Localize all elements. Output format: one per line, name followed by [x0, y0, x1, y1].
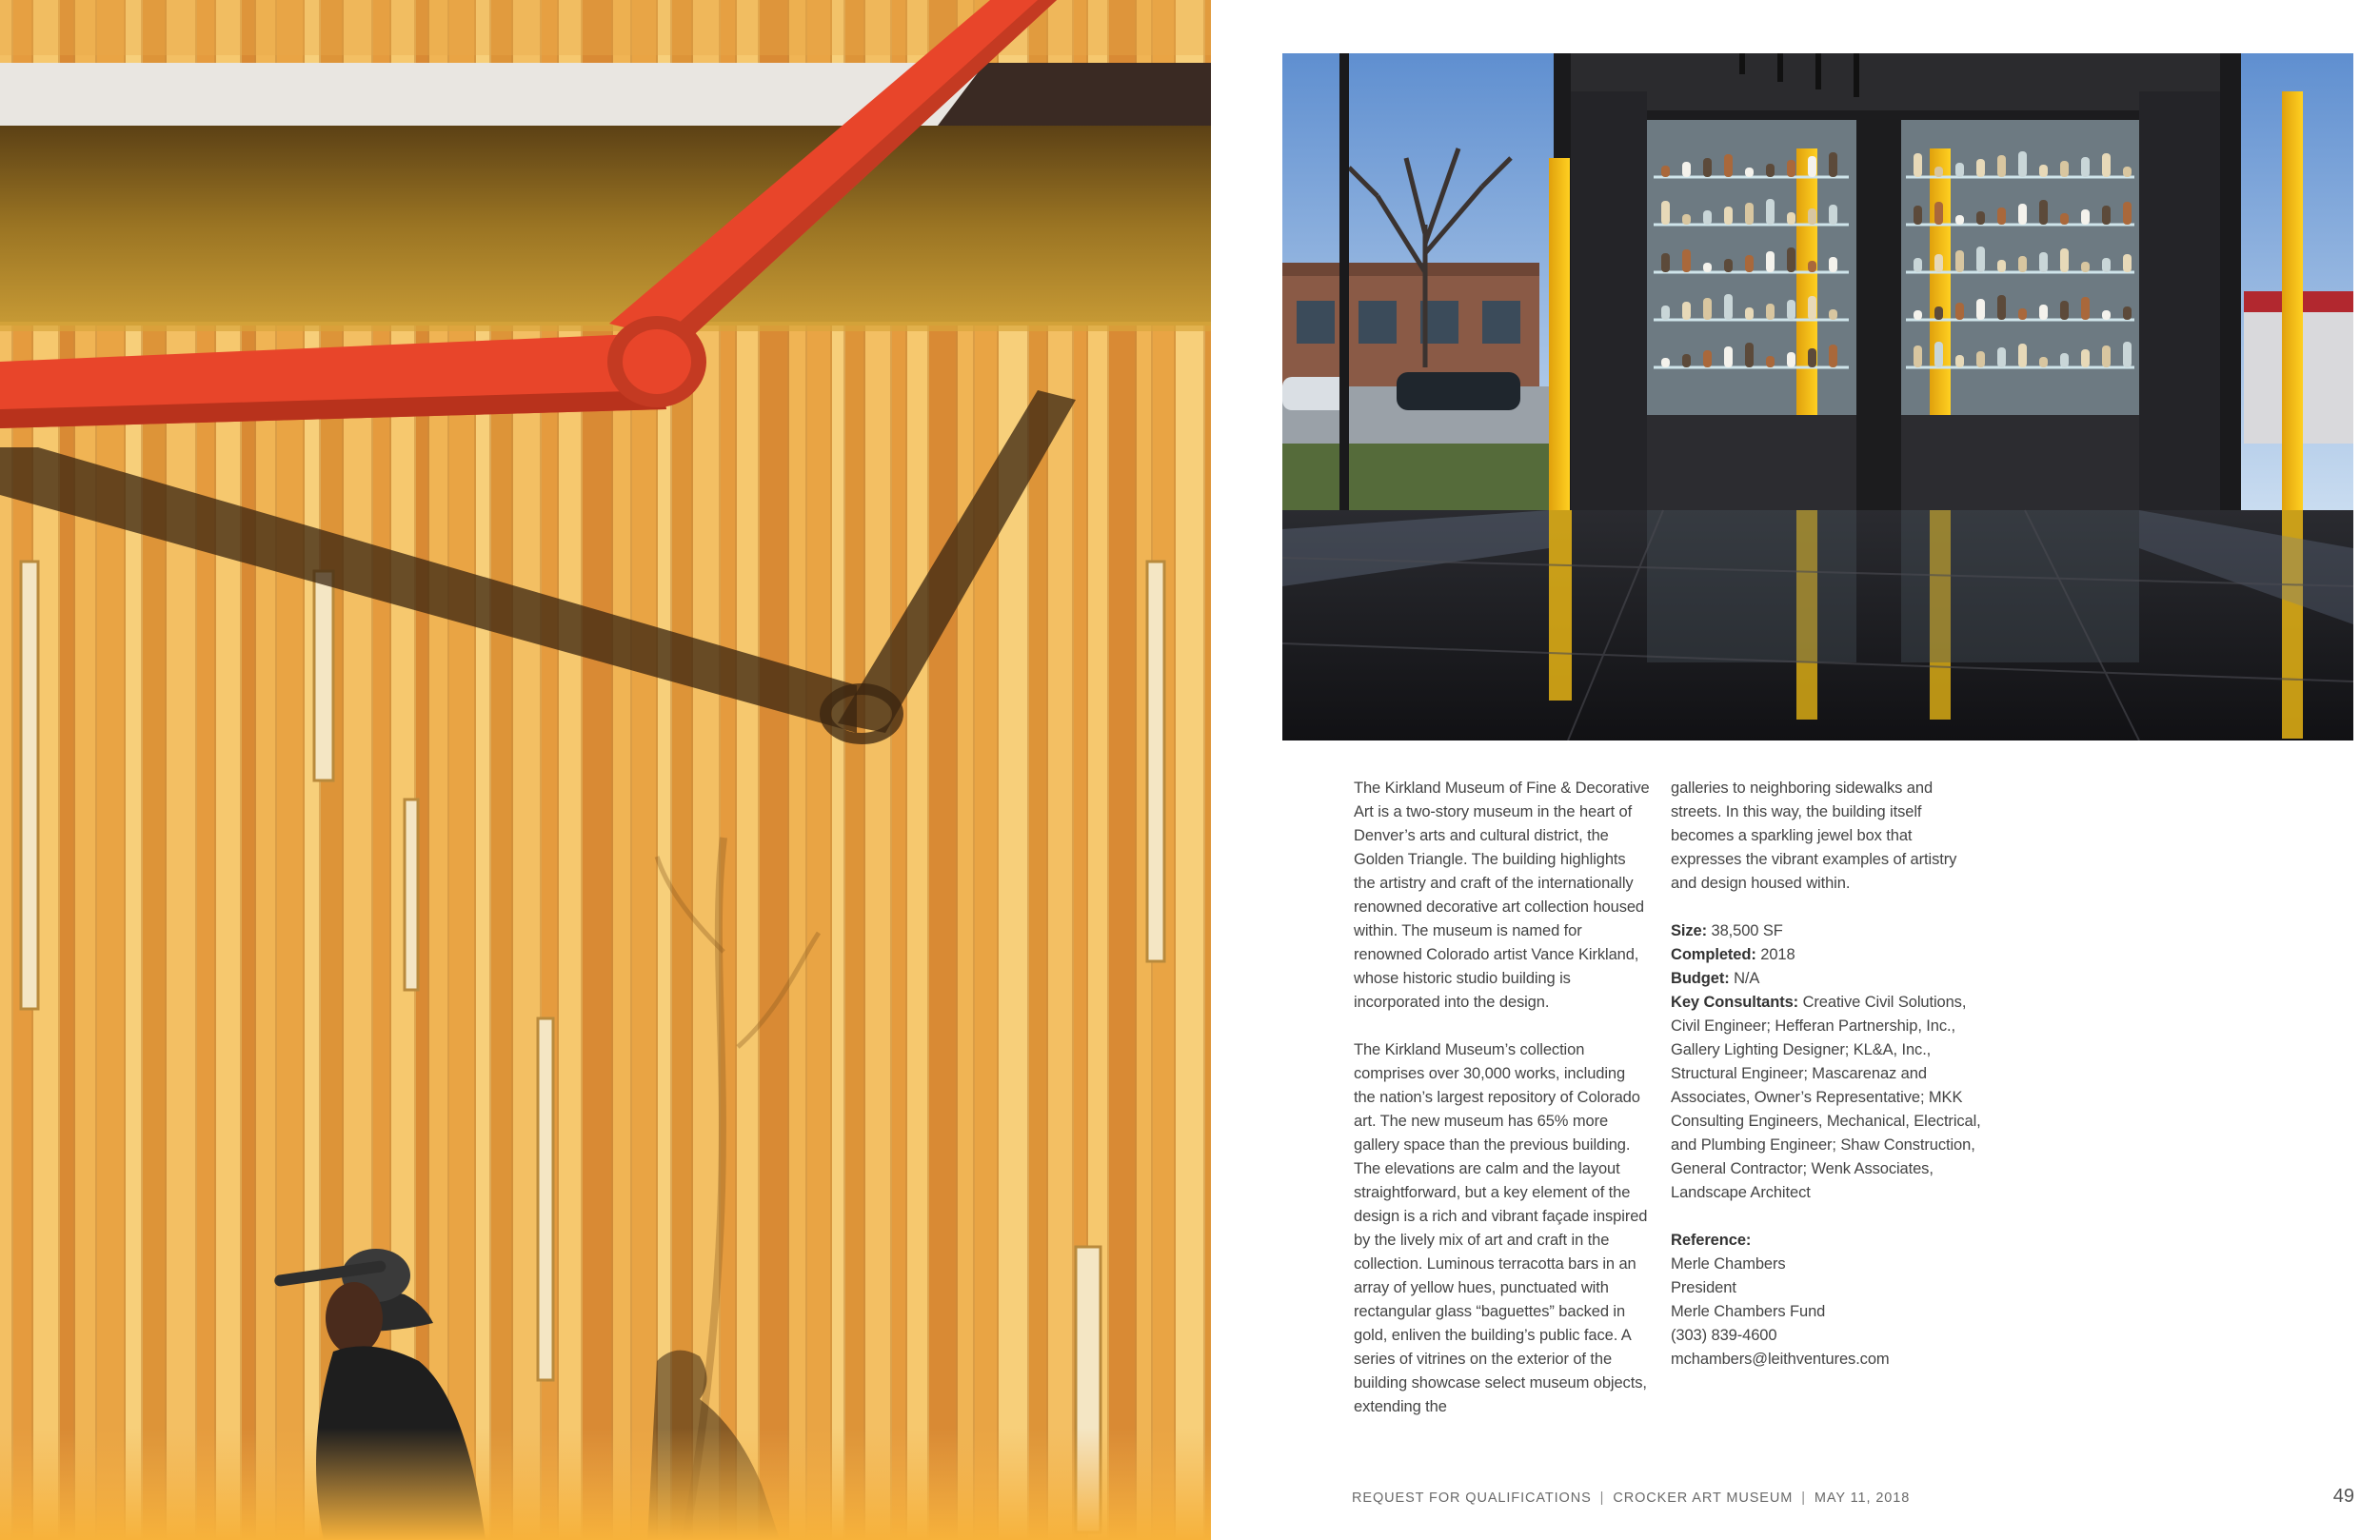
footer-separator: |: [1599, 1491, 1605, 1506]
intro-paragraph: The Kirkland Museum of Fine & Decorative Art is a two-story museum in the heart of Denver’s arts and cultural district, the Golden Triangle. The building highlights the artistry and craft of the internationally renowned decorative art collection housed within. The museum is named for renowned Colorado artist Vance Kirkland, whose historic studio building is incorporated into the design.: [1354, 780, 1650, 1011]
reference-organization: Merle Chambers Fund: [1671, 1303, 1826, 1320]
spec-consultants: [1671, 991, 1985, 1205]
spec-completed: [1671, 943, 1985, 967]
reference-block: [1671, 1229, 1985, 1372]
budget-label: Budget:: [1671, 970, 1730, 987]
consultants-value: Creative Civil Solutions, Civil Engineer; Hefferan Partnership, Inc., Gallery Lighting Designer; KL&A, Inc., Structural Engineer; Mascarenaz and Associates, Owner’s Representative; MKK Consulting Engineers, Mechanical, Electrical, and Plumbing Engineer; Shaw Construction, General Contractor; Wenk Associates, Landscape Architect: [1671, 994, 1981, 1201]
footer-rfq: REQUEST FOR QUALIFICATIONS: [1352, 1491, 1592, 1506]
reference-title: President: [1671, 1279, 1736, 1296]
reference-label: Reference:: [1671, 1232, 1752, 1249]
completed-value: 2018: [1755, 946, 1795, 963]
size-value: 38,500 SF: [1707, 922, 1783, 939]
reference-name: Merle Chambers: [1671, 1255, 1786, 1273]
budget-value: N/A: [1729, 970, 1760, 987]
footer-separator: |: [1801, 1491, 1806, 1506]
continuation-paragraph: galleries to neighboring sidewalks and streets. In this way, the building itself becomes a sparkling jewel box that expresses the vibrant examples of artistry and design housed within.: [1671, 780, 1957, 892]
page-number: 49: [2332, 1486, 2354, 1507]
completed-label: Completed:: [1671, 946, 1756, 963]
spec-budget: [1671, 967, 1985, 991]
footer-date: MAY 11, 2018: [1814, 1491, 1911, 1506]
reference-phone: (303) 839-4600: [1671, 1327, 1777, 1344]
size-label: Size:: [1671, 922, 1708, 939]
spec-size: [1671, 919, 1985, 943]
page-footer: [1352, 1491, 1910, 1506]
article-column-1: [1354, 777, 1651, 1443]
consultants-label: Key Consultants:: [1671, 994, 1799, 1011]
gallery-interior-photo: [1282, 53, 2353, 740]
footer-client: CROCKER ART MUSEUM: [1613, 1491, 1794, 1506]
reference-email: mchambers@leithventures.com: [1671, 1351, 1890, 1368]
collection-paragraph: The Kirkland Museum’s collection comprises over 30,000 works, including the nation’s largest repository of Colorado art. The new museum has 65% more gallery space than the previous building. The elevations are calm and the layout straightforward, but a key element of the design is a rich and vibrant façade inspired by the lively mix of art and craft in the collection. Luminous terracotta bars in an array of yellow hues, punctuated with rectangular glass “baguettes” backed in gold, enliven the building’s public face. A series of vitrines on the exterior of the building showcase select museum objects, extending the: [1354, 1041, 1648, 1415]
article-column-2: [1671, 777, 1985, 1372]
